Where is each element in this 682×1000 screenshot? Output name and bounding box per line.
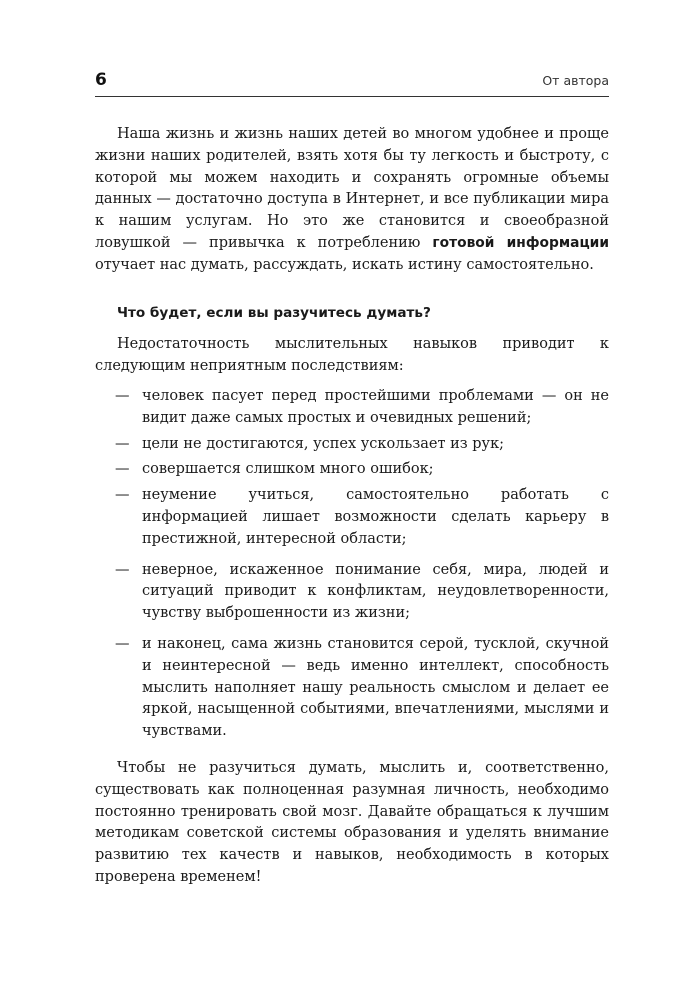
list-item [95,459,609,481]
intro-text-start: Наша жизнь и жизнь наших детей во многом удобнее и проще жизни наших родителей, взять хотя бы ту легкость и быстроту, с которой мы можем находить и сохранять огромные объемы данных — достаточно доступа в Интернет, и все публикации мира к нашим услугам. Но это же становится и своеобразной ловушкой — привычка к потреблению [95,126,609,251]
section-lead-paragraph: Недостаточность мыслительных навыков приводит к следующим неприятным последствиям: [95,336,609,375]
intro-bold-phrase: готовой информации [432,234,610,251]
page-number: 6 [95,70,107,90]
list-item-text: неумение учиться, самостоятельно работать с информацией лишает возможности сделать карьеру в престижной, интересной области; [142,487,609,547]
consequences-list [95,386,609,743]
section-heading: Что будет, если вы разучитесь думать? [117,304,431,321]
intro-text-end: отучает нас думать, рассуждать, искать истину самостоятельно. [95,256,594,273]
list-item-text: человек пасует перед простейшими проблемами — он не видит даже самых простых и очевидных решений; [142,387,609,426]
intro-paragraph [95,124,609,277]
list-item-text: неверное, искаженное понимание себя, мира, людей и ситуаций приводит к конфликтам, неудовлетворенности, чувству выброшенности из жизни; [142,561,609,622]
dash-marker: — [115,635,130,652]
list-item [95,434,609,456]
list-item-text: и наконец, сама жизнь становится серой, тусклой, скучной и неинтересной — ведь именно интеллект, способность мыслить наполняет нашу реальность смыслом и делает ее яркой, насыщенной событиями, впечатлениями, мыслями и чувствами. [142,635,609,740]
list-item-text: совершается слишком много ошибок; [142,461,434,478]
dash-marker: — [115,487,130,504]
list-item [95,560,609,625]
dash-marker: — [115,561,130,578]
list-item [95,634,609,743]
dash-marker: — [115,461,130,478]
dash-marker: — [115,435,130,452]
running-title: От автора [542,73,609,88]
list-item-text: цели не достигаются, успех ускользает из рук; [142,435,505,452]
page-body [95,124,609,889]
closing-paragraph: Чтобы не разучиться думать, мыслить и, соответственно, существовать как полноценная разумная личность, необходимо постоянно тренировать свой мозг. Давайте обращаться к лучшим методикам советской системы образования и уделять внимание развитию тех качеств и навыков, необходимость в которых проверена временем! [95,759,609,885]
dash-marker: — [115,387,130,404]
page-header [95,68,609,97]
list-item [95,485,609,550]
list-item [95,386,609,430]
